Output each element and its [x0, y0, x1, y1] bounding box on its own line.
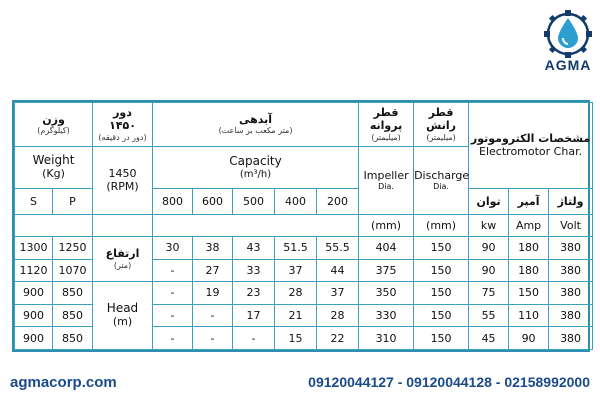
power-header-fa: توان: [469, 189, 509, 215]
table-row: [15, 282, 593, 305]
kw-value: 75: [469, 282, 509, 305]
amp-value: 90: [509, 327, 549, 350]
amp-value: 180: [509, 259, 549, 282]
cap-value: 28: [317, 304, 359, 327]
rpm-header: 1450 (RPM): [93, 147, 153, 215]
cap-value: 38: [193, 237, 233, 260]
discharge-value: 150: [414, 327, 469, 350]
weight-p: 1250: [53, 237, 93, 260]
cap-value: 44: [317, 259, 359, 282]
head-label-fa: ارتفاع (متر): [93, 237, 153, 282]
volt-label: Volt: [549, 215, 593, 237]
cap-col-400: 400: [275, 189, 317, 215]
brand-name: AGMA: [544, 57, 592, 73]
cap-col-600: 600: [193, 189, 233, 215]
cap-value: 51.5: [275, 237, 317, 260]
impeller-unit-en: (mm): [359, 215, 414, 237]
discharge-value: 150: [414, 282, 469, 305]
volt-value: 380: [549, 327, 593, 350]
cap-value: 43: [233, 237, 275, 260]
impeller-value: 404: [359, 237, 414, 260]
cap-value: -: [153, 327, 193, 350]
impeller-value: 375: [359, 259, 414, 282]
capacity-spacer: [153, 215, 359, 237]
kw-value: 90: [469, 259, 509, 282]
kw-label: kw: [469, 215, 509, 237]
weight-s: 1300: [15, 237, 53, 260]
weight-s: 900: [15, 282, 53, 305]
rpm-spacer: [93, 215, 153, 237]
cap-value: -: [193, 327, 233, 350]
cap-value: 55.5: [317, 237, 359, 260]
weight-header-en: Weight (Kg): [15, 147, 93, 189]
impeller-value: 310: [359, 327, 414, 350]
amp-value: 180: [509, 237, 549, 260]
cap-value: 30: [153, 237, 193, 260]
s-label: S: [15, 189, 53, 215]
cap-value: 21: [275, 304, 317, 327]
volt-value: 380: [549, 259, 593, 282]
cap-value: 37: [275, 259, 317, 282]
phone-numbers: 09120044127 - 09120044128 - 02158992000: [308, 374, 590, 390]
ampere-header-fa: آمپر: [509, 189, 549, 215]
weight-p: 850: [53, 304, 93, 327]
capacity-header-en: Capacity (m³/h): [153, 147, 359, 189]
voltage-header-fa: ولتاژ: [549, 189, 593, 215]
discharge-header-en: Discharge Dia.: [414, 147, 469, 215]
volt-value: 380: [549, 304, 593, 327]
discharge-unit-en: (mm): [414, 215, 469, 237]
cap-value: 23: [233, 282, 275, 305]
volt-value: 380: [549, 282, 593, 305]
impeller-value: 330: [359, 304, 414, 327]
cap-value: 22: [317, 327, 359, 350]
weight-spacer: [15, 215, 93, 237]
table-row: [15, 237, 593, 260]
amp-label: Amp: [509, 215, 549, 237]
speed-header-fa: دور ۱۴۵۰ (دور در دقیقه): [93, 103, 153, 147]
capacity-header-fa: آبدهی (متر مکعب بر ساعت): [153, 103, 359, 147]
kw-value: 90: [469, 237, 509, 260]
cap-value: 37: [317, 282, 359, 305]
cap-col-200: 200: [317, 189, 359, 215]
cap-value: -: [233, 327, 275, 350]
head-label-en: Head (m): [93, 282, 153, 350]
cap-value: 17: [233, 304, 275, 327]
weight-p: 850: [53, 282, 93, 305]
motor-header: مشخصات الکتروموتور Electromotor Char.: [469, 103, 593, 189]
amp-value: 110: [509, 304, 549, 327]
p-label: P: [53, 189, 93, 215]
cap-col-500: 500: [233, 189, 275, 215]
cap-value: -: [153, 304, 193, 327]
discharge-value: 150: [414, 304, 469, 327]
cap-value: 19: [193, 282, 233, 305]
cap-value: 33: [233, 259, 275, 282]
discharge-value: 150: [414, 259, 469, 282]
website-link[interactable]: agmacorp.com: [10, 374, 117, 391]
kw-value: 45: [469, 327, 509, 350]
cap-value: 27: [193, 259, 233, 282]
weight-s: 900: [15, 304, 53, 327]
kw-value: 55: [469, 304, 509, 327]
pump-spec-table: [12, 100, 590, 352]
weight-header-fa: وزن (کیلوگرم): [15, 103, 93, 147]
discharge-value: 150: [414, 237, 469, 260]
cap-value: 15: [275, 327, 317, 350]
impeller-value: 350: [359, 282, 414, 305]
weight-p: 850: [53, 327, 93, 350]
impeller-header-en: Impeller Dia.: [359, 147, 414, 215]
cap-value: 28: [275, 282, 317, 305]
cap-value: -: [153, 259, 193, 282]
discharge-header-fa: قطر رانش (میلیمتر): [414, 103, 469, 147]
spec-table: [14, 102, 593, 350]
weight-s: 900: [15, 327, 53, 350]
cap-col-800: 800: [153, 189, 193, 215]
water-drop-gear-icon: [538, 6, 598, 86]
weight-p: 1070: [53, 259, 93, 282]
volt-value: 380: [549, 237, 593, 260]
weight-s: 1120: [15, 259, 53, 282]
impeller-header-fa: قطر پروانه (میلیمتر): [359, 103, 414, 147]
amp-value: 150: [509, 282, 549, 305]
cap-value: -: [153, 282, 193, 305]
cap-value: -: [193, 304, 233, 327]
